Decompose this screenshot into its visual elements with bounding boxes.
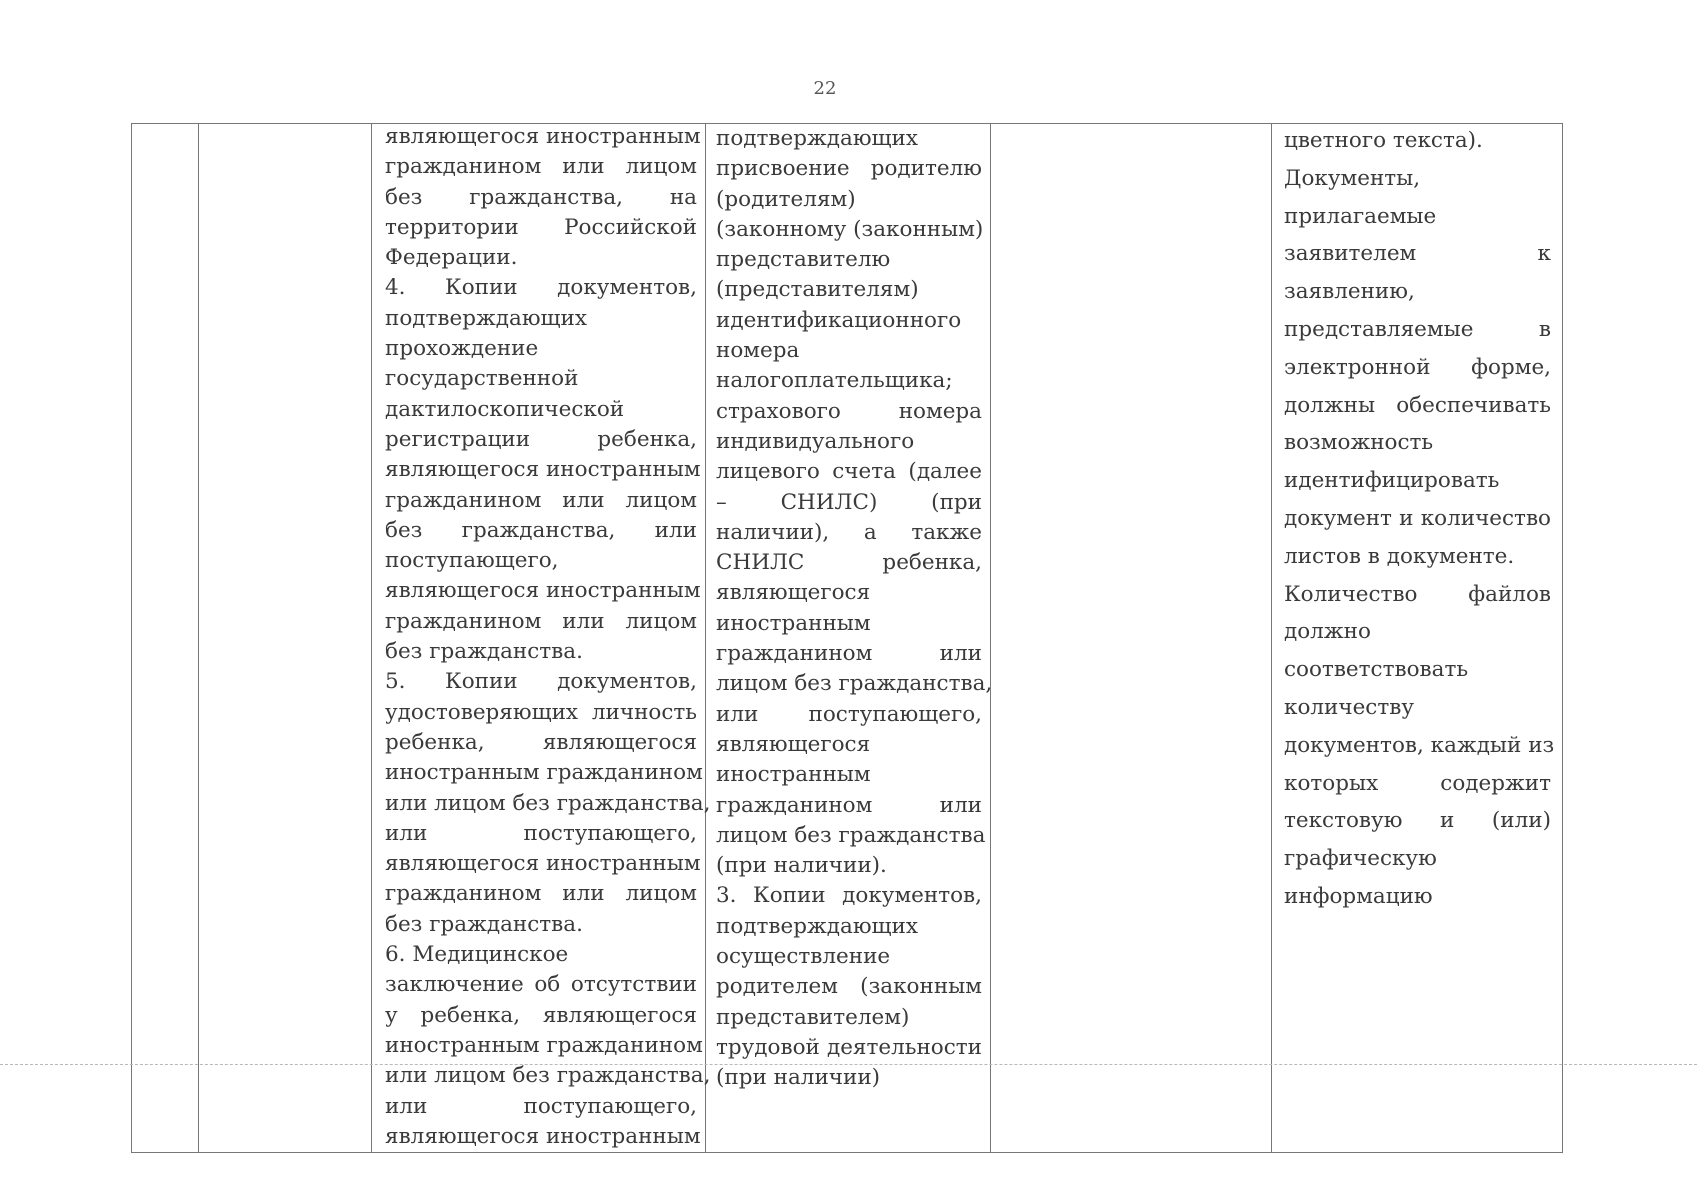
text-line: являющегося иностранным [385, 457, 701, 483]
text-line: прилагаемые [1284, 203, 1437, 229]
text-line: или поступающего, [716, 701, 982, 727]
text-line: возможность [1284, 430, 1434, 456]
text-line: прохождение [385, 336, 539, 362]
text-line: должны обеспечивать [1284, 392, 1551, 418]
text-line: без гражданства. [385, 911, 583, 937]
text-line: представителем) [716, 1004, 910, 1030]
cell-documents-list [385, 122, 711, 1152]
page-number: 22 [813, 78, 837, 99]
text-line: трудовой деятельности [716, 1034, 982, 1060]
text-line: государственной [385, 366, 579, 392]
text-line: родителем (законным [716, 974, 982, 1000]
column-divider-1 [198, 124, 199, 1152]
text-line: гражданином или [716, 792, 982, 818]
text-line: заключение об отсутствии [385, 972, 697, 998]
text-line: СНИЛС ребенка, [716, 550, 982, 576]
text-line: графическую [1284, 846, 1437, 872]
page-cut-line [0, 1064, 1697, 1065]
text-line: у ребенка, являющегося [385, 1002, 697, 1028]
text-line: или поступающего, [385, 1093, 697, 1119]
text-line: иностранным [716, 762, 871, 788]
text-line: 6. Медицинское [385, 942, 569, 968]
cell-supporting-documents [716, 124, 993, 1094]
text-line: гражданином или [716, 641, 982, 667]
text-line: осуществление [716, 944, 891, 970]
text-line: удостоверяющих личность [385, 699, 697, 725]
text-line: иностранным гражданином [385, 1032, 703, 1058]
text-line: без гражданства, на [385, 184, 697, 210]
text-line: являющегося [716, 731, 871, 757]
text-line: Количество файлов [1284, 581, 1551, 607]
text-line: Документы, [1284, 165, 1421, 191]
text-line: налогоплательщика; [716, 368, 953, 394]
column-divider-2 [371, 124, 372, 1152]
text-line: идентификационного [716, 307, 962, 333]
text-line: иностранным гражданином [385, 760, 703, 786]
text-line: ребенка, являющегося [385, 729, 697, 755]
cell-electronic-requirements [1284, 122, 1555, 916]
text-line: подтверждающих [385, 305, 587, 331]
text-line: гражданином или лицом [385, 881, 697, 907]
text-line: гражданином или лицом [385, 154, 697, 180]
text-line: дактилоскопической [385, 396, 625, 422]
text-line: идентифицировать [1284, 468, 1500, 494]
text-line: документов, каждый из [1284, 732, 1555, 758]
text-line: являющегося иностранным [385, 578, 701, 604]
text-line: или поступающего, [385, 820, 697, 846]
text-line: лицом без гражданства [716, 822, 986, 848]
text-line: Федерации. [385, 245, 518, 271]
text-line: подтверждающих [716, 126, 918, 151]
text-line: текстовую и (или) [1284, 808, 1551, 834]
text-line: – СНИЛС) (при [716, 489, 982, 515]
column-divider-4 [990, 124, 991, 1152]
text-line: которых содержит [1284, 770, 1551, 796]
text-line: информацию [1284, 883, 1433, 909]
text-line: (представителям) [716, 277, 919, 303]
text-line: являющегося иностранным [385, 1123, 701, 1149]
text-line: (законному (законным) [716, 216, 984, 242]
text-line: без гражданства, или [385, 517, 697, 543]
text-line: документ и количество [1284, 505, 1551, 531]
text-line: представителю [716, 247, 891, 273]
text-line: цветного текста). [1284, 128, 1483, 153]
document-table [131, 123, 1563, 1153]
text-line: лицевого счета (далее [716, 459, 982, 485]
text-line: соответствовать [1284, 657, 1469, 683]
text-line: поступающего, [385, 548, 559, 574]
text-line: номера [716, 338, 800, 364]
text-line: гражданином или лицом [385, 608, 697, 634]
text-line: индивидуального [716, 428, 915, 454]
text-line: должно [1284, 619, 1371, 645]
text-line: электронной форме, [1284, 354, 1551, 380]
text-line: гражданином или лицом [385, 487, 697, 513]
text-line: заявлению, [1284, 279, 1415, 305]
text-line: представляемые в [1284, 316, 1551, 342]
text-line: являющегося [716, 580, 871, 606]
text-line: 3. Копии документов, [716, 883, 982, 909]
text-line: территории Российской [385, 214, 697, 240]
text-line: подтверждающих [716, 913, 918, 939]
text-line: являющегося иностранным [385, 851, 701, 877]
text-line: (родителям) [716, 186, 856, 212]
text-line: (при наличии) [716, 1065, 881, 1091]
text-line: иностранным [716, 610, 871, 636]
text-line: листов в документе. [1284, 543, 1515, 569]
text-line: 4. Копии документов, [385, 275, 697, 301]
text-line: или лицом без гражданства, [385, 1063, 711, 1089]
text-line: заявителем к [1284, 241, 1551, 267]
text-line: лицом без гражданства, [716, 671, 993, 697]
column-divider-3 [705, 124, 706, 1152]
text-line: или лицом без гражданства, [385, 790, 711, 816]
text-line: количеству [1284, 694, 1414, 720]
text-line: регистрации ребенка, [385, 426, 697, 452]
text-line: без гражданства. [385, 639, 583, 665]
text-line: присвоение родителю [716, 156, 982, 182]
text-line: (при наличии). [716, 853, 887, 879]
text-line: наличии), а также [716, 519, 982, 545]
text-line: 5. Копии документов, [385, 669, 697, 695]
column-divider-5 [1271, 124, 1272, 1152]
text-line: являющегося иностранным [385, 124, 701, 149]
text-line: страхового номера [716, 398, 982, 424]
